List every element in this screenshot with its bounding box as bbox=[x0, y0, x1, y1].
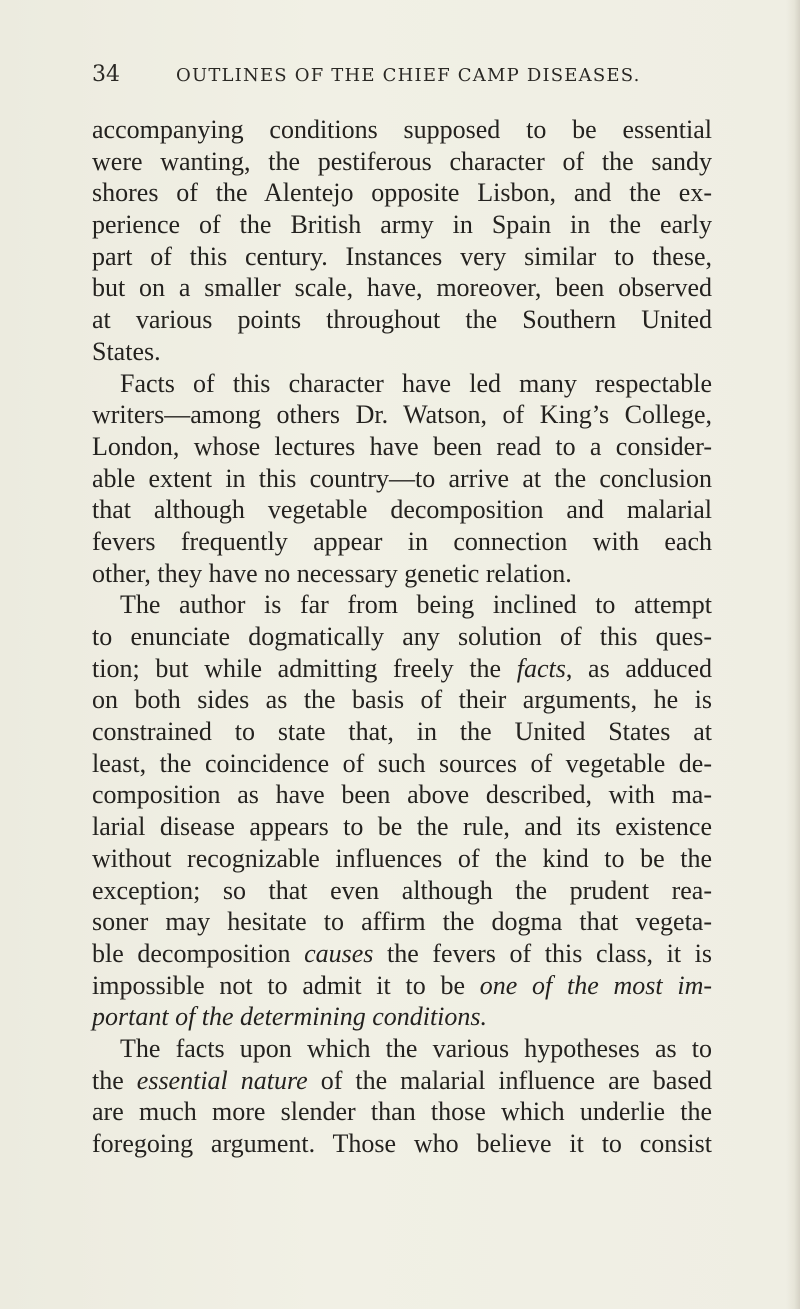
text-line: but on a smaller scale, have, moreover, been observed bbox=[92, 273, 712, 303]
text-line: soner may hesitate to affirm the dogma that vegeta- bbox=[92, 907, 712, 937]
text-line: on both sides as the basis of their arguments, he is bbox=[92, 685, 712, 715]
text-line: fevers frequently appear in connection with each bbox=[92, 526, 712, 556]
text-line: without recognizable influences of the kind to be the bbox=[92, 843, 712, 873]
text-line: The author is far from being inclined to attempt bbox=[120, 590, 712, 620]
text-line: Facts of this character have led many respectable bbox=[120, 368, 712, 398]
text-line: accompanying conditions supposed to be essential bbox=[92, 115, 712, 144]
page-edge-shadow bbox=[786, 0, 800, 1309]
text-line bbox=[92, 1001, 712, 1033]
running-header bbox=[0, 60, 800, 90]
italic-phrase: causes bbox=[304, 938, 374, 968]
italic-phrase: facts bbox=[516, 653, 566, 683]
text-line: other, they have no necessary genetic relation. bbox=[92, 558, 572, 588]
text-line: ble decomposition causes the fevers of this class, it is bbox=[92, 938, 712, 968]
text-line: tion; but while admitting freely the facts, as adduced bbox=[92, 653, 713, 683]
text-line: least, the coincidence of such sources of vegetable de- bbox=[92, 748, 712, 778]
text-line: exception; so that even although the prudent rea- bbox=[92, 875, 712, 905]
italic-phrase: portant of the determining conditions. bbox=[92, 1002, 488, 1032]
text-line: impossible not to admit it to be one of the most im- bbox=[92, 970, 712, 1000]
text-line: shores of the Alentejo opposite Lisbon, and the ex- bbox=[92, 178, 712, 208]
text-line: able extent in this country—to arrive at the conclusion bbox=[92, 463, 712, 493]
text-line: composition as have been above described, with ma- bbox=[92, 780, 712, 810]
text-line: London, whose lectures have been read to a consider- bbox=[92, 431, 712, 461]
text-line: are much more slender than those which underlie the bbox=[92, 1097, 712, 1127]
running-title: OUTLINES OF THE CHIEF CAMP DISEASES. bbox=[176, 65, 641, 86]
text-line: were wanting, the pestiferous character of the sandy bbox=[92, 146, 712, 176]
text-line: writers—among others Dr. Watson, of King’s College, bbox=[92, 400, 712, 430]
italic-phrase: essential nature bbox=[136, 1065, 308, 1095]
text-line: perience of the British army in Spain in the early bbox=[92, 210, 712, 240]
text-line: larial disease appears to be the rule, and its existence bbox=[92, 812, 712, 842]
italic-phrase: one of the most im- bbox=[479, 970, 712, 1000]
page-number: 34 bbox=[92, 62, 120, 87]
text-line: The facts upon which the various hypotheses as to bbox=[120, 1033, 712, 1063]
text-line: foregoing argument. Those who believe it to consist bbox=[92, 1129, 712, 1158]
text-line: constrained to state that, in the United States at bbox=[92, 717, 712, 747]
text-line: the essential nature of the malarial influence are based bbox=[92, 1065, 713, 1095]
text-line: that although vegetable decomposition and malarial bbox=[92, 495, 712, 525]
text-line: to enunciate dogmatically any solution of this ques- bbox=[92, 622, 712, 651]
text-line: at various points throughout the Southern United bbox=[92, 305, 712, 335]
text-line: part of this century. Instances very similar to these, bbox=[92, 241, 712, 271]
text-line: States. bbox=[92, 336, 161, 366]
body-text bbox=[92, 114, 712, 1160]
